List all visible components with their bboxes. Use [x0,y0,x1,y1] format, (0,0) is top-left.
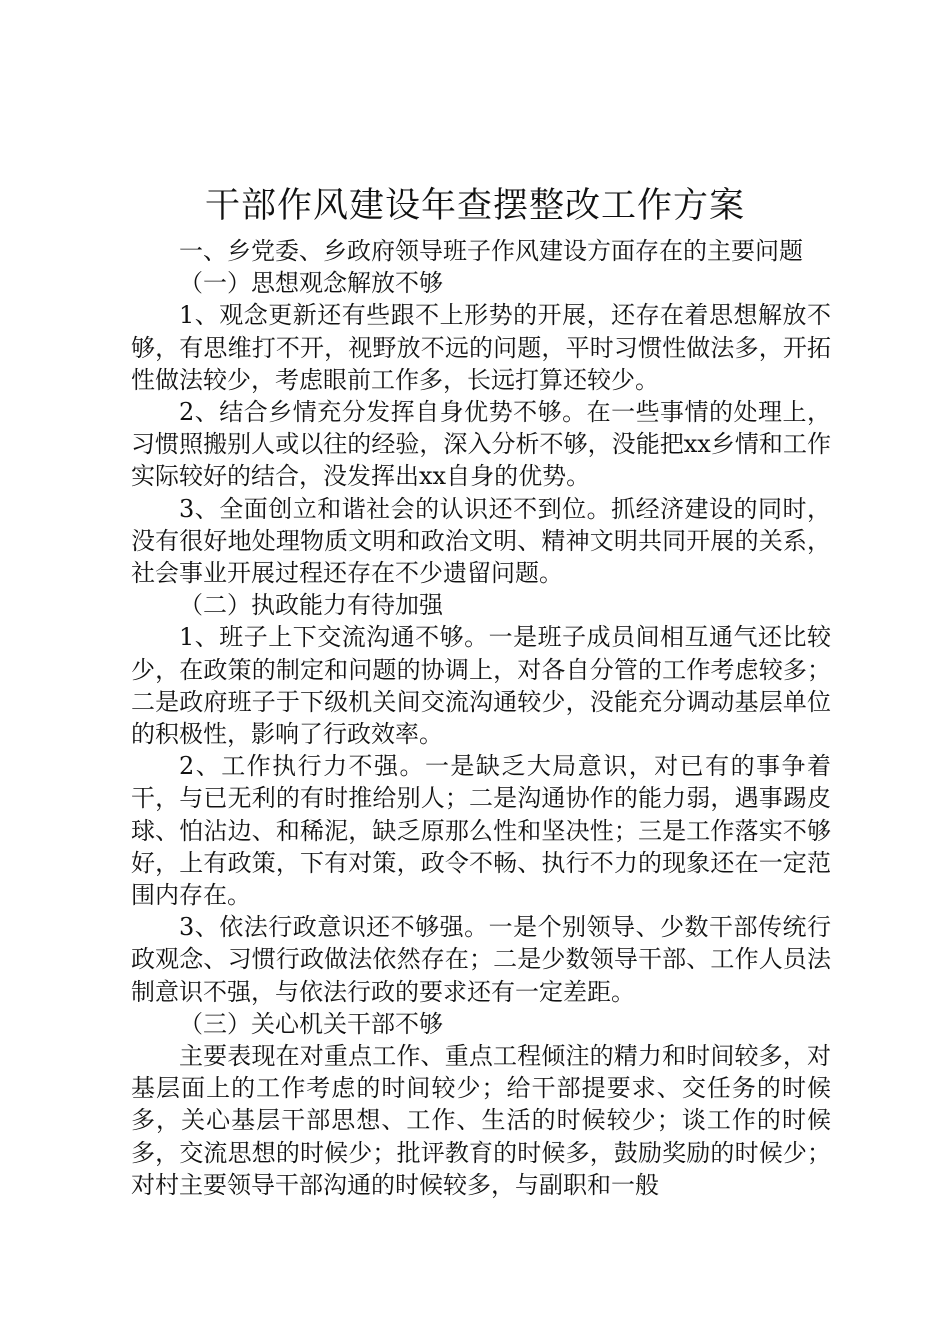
document-body [131,235,831,1201]
paragraph: 1、班子上下交流沟通不够。一是班子成员间相互通气还比较少，在政策的制定和问题的协调上，对各自分管的工作考虑较多；二是政府班子于下级机关间交流沟通较少，没能充分调动基层单位的积极性，影响了行政效率。 [131,623,831,749]
paragraph: 2、结合乡情充分发挥自身优势不够。在一些事情的处理上，习惯照搬别人或以往的经验，深入分析不够，没能把xx乡情和工作实际较好的结合，没发挥出xx自身的优势。 [131,398,831,491]
document-title: 干部作风建设年查摆整改工作方案 [204,186,745,226]
subsection-heading-3: （三）关心机关干部不够 [179,1009,443,1038]
section-heading-1: 一、乡党委、乡政府领导班子作风建设方面存在的主要问题 [179,237,803,265]
subsection-heading-1: （一）思想观念解放不够 [179,269,443,298]
paragraph: 3、依法行政意识还不够强。一是个别领导、少数干部传统行政观念、习惯行政做法依然存在；二是少数领导干部、工作人员法制意识不强，与依法行政的要求还有一定差距。 [131,913,831,1006]
subsection-heading-2: （二）执政能力有待加强 [179,591,443,620]
paragraph: 3、全面创立和谐社会的认识还不到位。抓经济建设的同时，没有很好地处理物质文明和政治文明、精神文明共同开展的关系，社会事业开展过程还存在不少遗留问题。 [131,494,831,588]
paragraph: 主要表现在对重点工作、重点工程倾注的精力和时间较多，对基层面上的工作考虑的时间较少；给干部提要求、交任务的时候多，关心基层干部思想、工作、生活的时候较少；谈工作的时候多，交流思想的时候少；批评教育的时候多，鼓励奖励的时候少；对村主要领导干部沟通的时候较多，与副职和一般 [131,1042,831,1199]
paragraph: 1、观念更新还有些跟不上形势的开展，还存在着思想解放不够，有思维打不开，视野放不远的问题，平时习惯性做法多，开拓性做法较少，考虑眼前工作多，长远打算还较少。 [131,301,831,394]
paragraph: 2、工作执行力不强。一是缺乏大局意识，对已有的事争着干，与已无利的有时推给别人；二是沟通协作的能力弱，遇事踢皮球、怕沾边、和稀泥，缺乏原那么性和坚决性；三是工作落实不够好，上有政策，下有对策，政令不畅、执行不力的现象还在一定范围内存在。 [131,752,831,910]
